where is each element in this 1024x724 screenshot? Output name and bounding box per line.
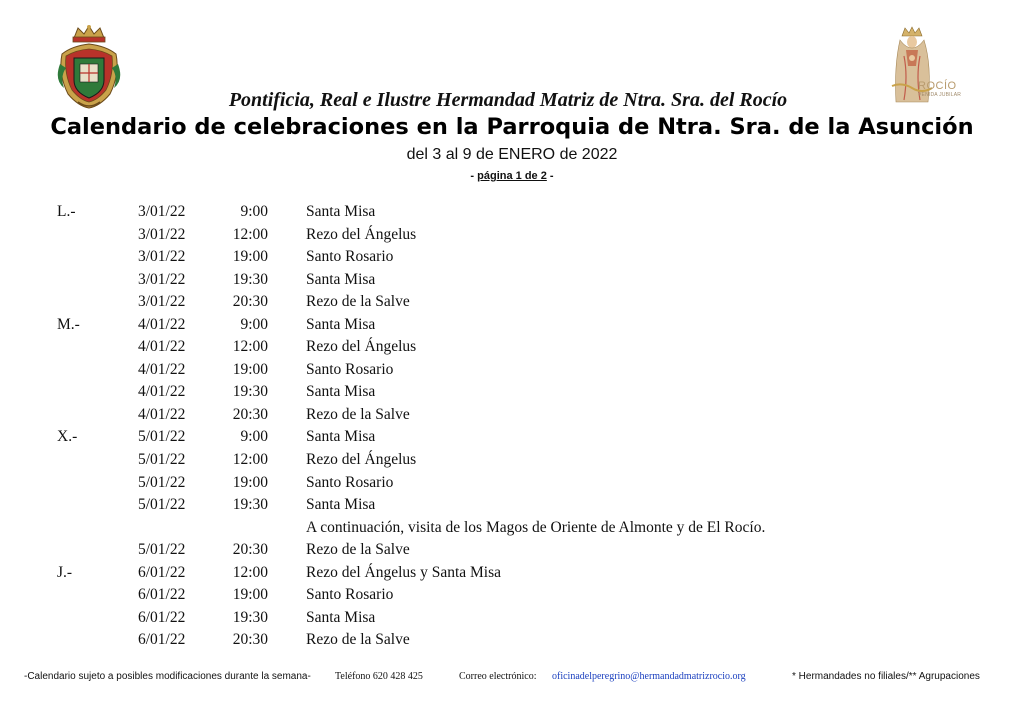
time-cell: 9:00 (240, 428, 268, 446)
schedule-row (0, 248, 1024, 271)
event-cell: Santo Rosario (306, 586, 394, 604)
date-cell: 4/01/22 (138, 315, 186, 333)
schedule-row (0, 226, 1024, 249)
day-label: X.- (57, 428, 78, 446)
event-cell: Santa Misa (306, 270, 376, 288)
date-cell: 4/01/22 (138, 338, 186, 356)
time-cell: 19:30 (232, 383, 268, 401)
footer-disclaimer: -Calendario sujeto a posibles modificaciones durante la semana- (24, 671, 311, 682)
date-cell: 3/01/22 (138, 203, 186, 220)
time-cell: 12:00 (232, 563, 268, 581)
event-cell: Rezo del Ángelus (306, 338, 417, 356)
brand-logo-subtitle: VENIDA JUBILAR (918, 92, 962, 98)
footer-legend: * Hermandades no filiales/** Agrupaciones (792, 671, 980, 682)
footer-email-label: Correo electrónico: (459, 671, 537, 682)
event-cell: Rezo de la Salve (306, 405, 410, 423)
date-cell: 5/01/22 (138, 473, 186, 491)
time-cell: 19:30 (232, 608, 268, 626)
event-note: A continuación, visita de los Magos de Oriente de Almonte y de El Rocío. (306, 518, 766, 536)
time-cell: 12:00 (232, 451, 268, 469)
time-cell: 20:30 (232, 631, 268, 649)
time-cell: 19:00 (232, 360, 268, 378)
time-cell: 9:00 (240, 203, 268, 220)
time-cell: 12:00 (232, 338, 268, 356)
page-indicator-suffix: - (546, 170, 554, 182)
time-cell: 19:30 (232, 496, 268, 514)
time-cell: 19:30 (232, 270, 268, 288)
date-cell: 6/01/22 (138, 631, 186, 649)
day-label: J.- (57, 563, 73, 581)
event-cell: Santo Rosario (306, 473, 394, 491)
time-cell: 20:30 (232, 293, 268, 311)
schedule-row (0, 496, 1024, 519)
event-cell: Rezo del Ángelus (306, 451, 417, 469)
schedule-row (0, 451, 1024, 474)
footer-email-link[interactable]: oficinadelperegrino@hermandadmatrizrocio.org (552, 671, 746, 682)
time-cell: 19:00 (232, 586, 268, 604)
day-label: M.- (57, 315, 80, 333)
event-cell: Rezo de la Salve (306, 631, 410, 649)
date-cell: 5/01/22 (138, 541, 186, 559)
page-title: Calendario de celebraciones en la Parroquia de Ntra. Sra. de la Asunción (50, 114, 974, 140)
schedule-row (0, 586, 1024, 609)
schedule-row (0, 271, 1024, 294)
date-cell: 3/01/22 (138, 225, 186, 243)
schedule-row (0, 564, 1024, 587)
date-cell: 3/01/22 (138, 293, 186, 311)
time-cell: 20:30 (232, 405, 268, 423)
date-cell: 6/01/22 (138, 586, 186, 604)
event-cell: Rezo de la Salve (306, 541, 410, 559)
date-cell: 5/01/22 (138, 496, 186, 514)
time-cell: 20:30 (232, 541, 268, 559)
event-cell: Santa Misa (306, 496, 376, 514)
schedule-row (0, 541, 1024, 564)
schedule-row (0, 383, 1024, 406)
schedule-row (0, 609, 1024, 632)
schedule-row (0, 631, 1024, 654)
date-cell: 4/01/22 (138, 383, 186, 401)
page-indicator-prefix: - (470, 170, 478, 182)
event-cell: Rezo de la Salve (306, 293, 410, 311)
day-label: L.- (57, 203, 76, 220)
time-cell: 12:00 (232, 225, 268, 243)
date-cell: 6/01/22 (138, 608, 186, 626)
brand-logo-title: ROCÍO (918, 80, 957, 92)
schedule-row (0, 293, 1024, 316)
schedule-row (0, 474, 1024, 497)
date-cell: 4/01/22 (138, 405, 186, 423)
schedule-row (0, 203, 1024, 226)
time-cell: 9:00 (240, 315, 268, 333)
event-cell: Santa Misa (306, 608, 376, 626)
event-cell: Santo Rosario (306, 360, 394, 378)
event-cell: Santa Misa (306, 203, 376, 220)
footer (0, 671, 1024, 687)
event-cell: Santa Misa (306, 428, 376, 446)
schedule-note-row (0, 519, 1024, 542)
schedule-row (0, 428, 1024, 451)
event-cell: Santo Rosario (306, 248, 394, 266)
schedule-row (0, 406, 1024, 429)
page-number: página 1 de 2 (477, 170, 547, 182)
page-indicator (0, 170, 1024, 182)
event-cell: Rezo del Ángelus y Santa Misa (306, 563, 502, 581)
date-cell: 3/01/22 (138, 248, 186, 266)
date-cell: 5/01/22 (138, 428, 186, 446)
time-cell: 19:00 (232, 473, 268, 491)
event-cell: Santa Misa (306, 383, 376, 401)
date-range-subtitle: del 3 al 9 de ENERO de 2022 (406, 146, 618, 163)
event-cell: Santa Misa (306, 315, 376, 333)
date-cell: 4/01/22 (138, 360, 186, 378)
schedule-list (0, 203, 1024, 654)
hermandad-name: Pontificia, Real e Ilustre Hermandad Matriz de Ntra. Sra. del Rocío (228, 89, 788, 111)
date-cell: 3/01/22 (138, 270, 186, 288)
schedule-row (0, 316, 1024, 339)
event-cell: Rezo del Ángelus (306, 225, 417, 243)
schedule-row (0, 361, 1024, 384)
date-cell: 6/01/22 (138, 563, 186, 581)
date-cell: 5/01/22 (138, 451, 186, 469)
schedule-row (0, 338, 1024, 361)
footer-phone: Teléfono 620 428 425 (335, 671, 423, 682)
time-cell: 19:00 (232, 248, 268, 266)
